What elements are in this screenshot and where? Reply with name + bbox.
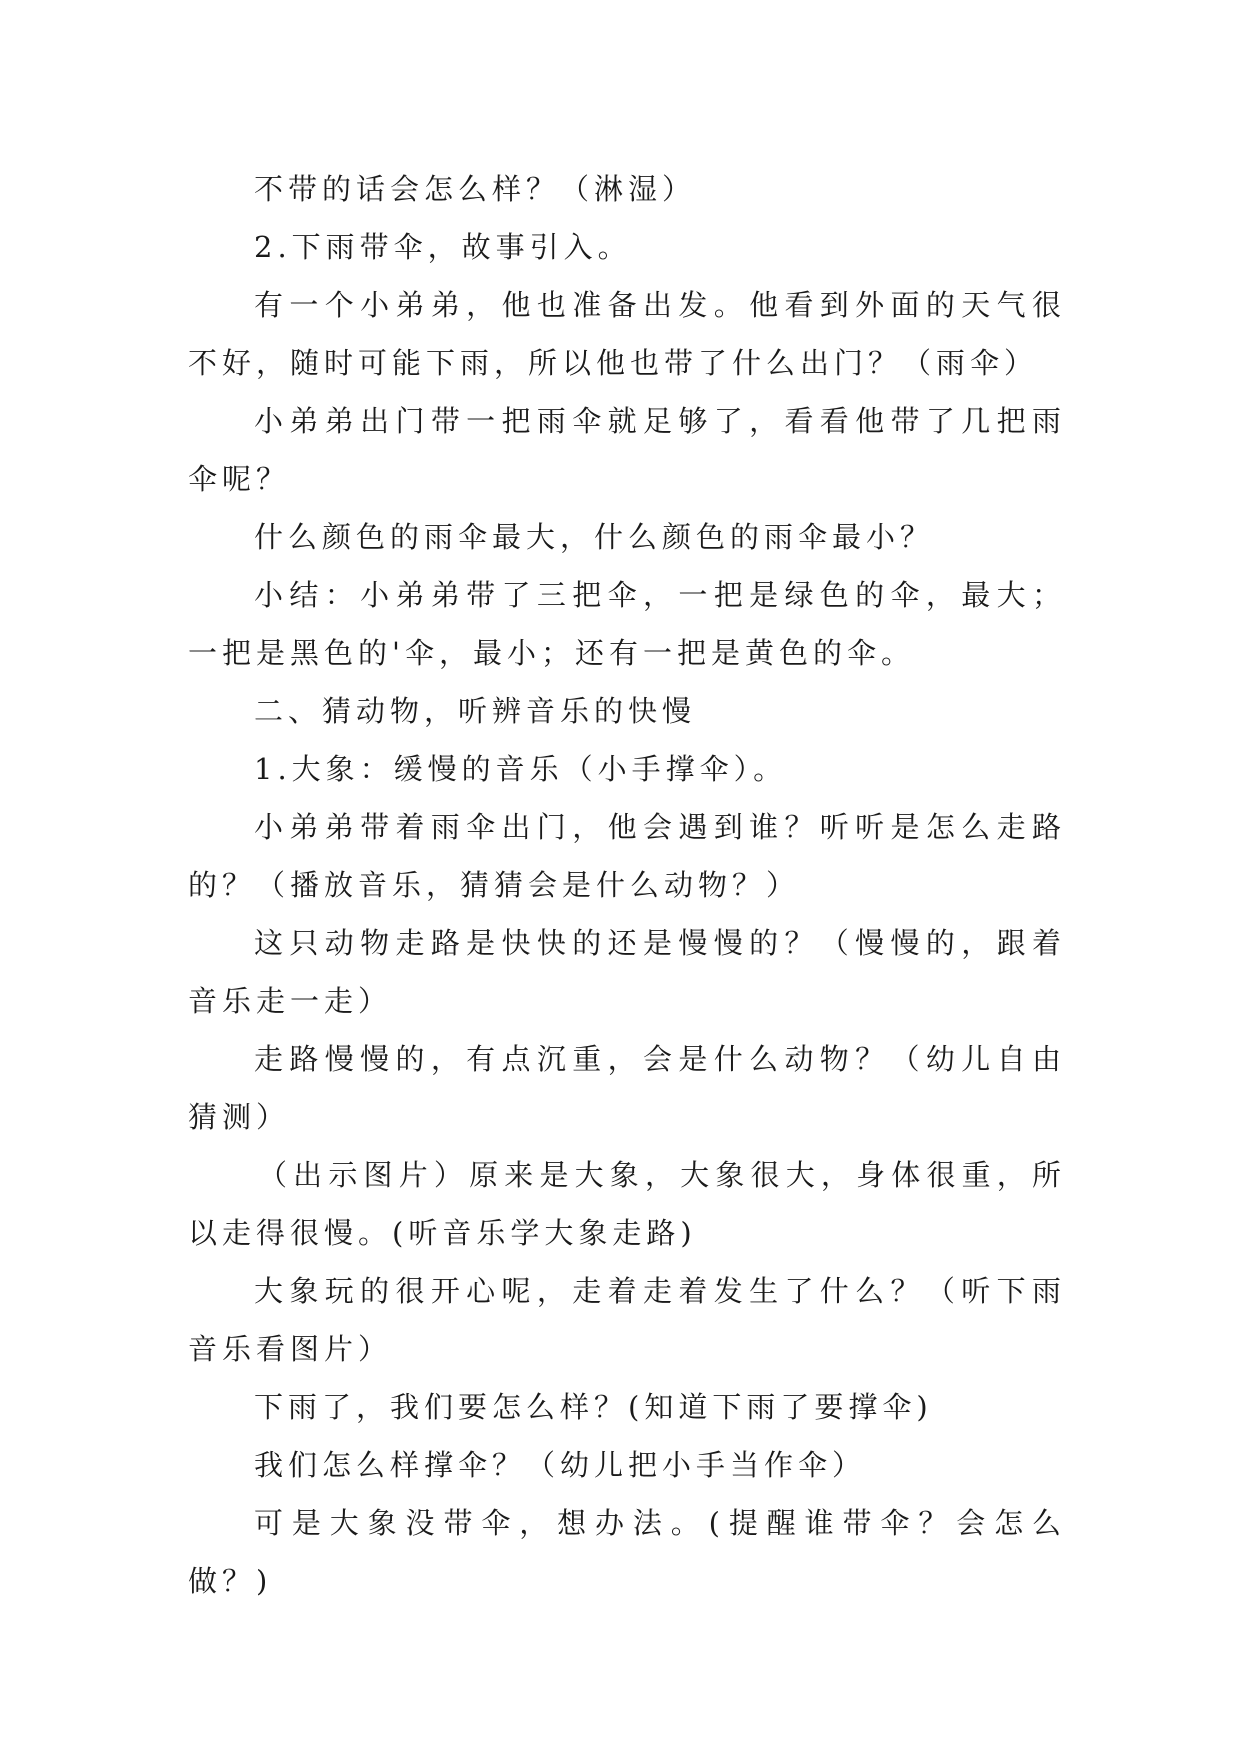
body-text <box>188 160 1066 1610</box>
paragraph: 什么颜色的雨伞最大，什么颜色的雨伞最小？ <box>254 520 935 554</box>
paragraph: 大象玩的很开心呢，走着走着发生了什么？（听下雨音乐看图片） <box>188 1274 1066 1366</box>
paragraph: 有一个小弟弟，他也准备出发。他看到外面的天气很不好，随时可能下雨，所以他也带了什么出门？（雨伞） <box>188 288 1066 380</box>
paragraph: （出示图片）原来是大象，大象很大，身体很重，所以走得很慢。(听音乐学大象走路) <box>188 1158 1066 1250</box>
paragraph: 我们怎么样撑伞？（幼儿把小手当作伞） <box>254 1448 867 1482</box>
paragraph: 小弟弟出门带一把雨伞就足够了，看看他带了几把雨伞呢？ <box>188 404 1066 496</box>
paragraph: 走路慢慢的，有点沉重，会是什么动物？（幼儿自由猜测） <box>188 1042 1066 1134</box>
paragraph: 2.下雨带伞，故事引入。 <box>254 230 632 264</box>
paragraph: 小弟弟带着雨伞出门，他会遇到谁？听听是怎么走路的？（播放音乐，猜猜会是什么动物？） <box>188 810 1066 902</box>
paragraph: 这只动物走路是快快的还是慢慢的？（慢慢的，跟着音乐走一走） <box>188 926 1066 1018</box>
section-heading: 二、猜动物，听辨音乐的快慢 <box>254 694 697 728</box>
subsection-heading: 1.大象：缓慢的音乐（小手撑伞）。 <box>254 752 788 786</box>
paragraph: 可是大象没带伞，想办法。(提醒谁带伞？会怎么做？) <box>188 1506 1066 1598</box>
paragraph: 不带的话会怎么样？（淋湿） <box>254 172 697 206</box>
paragraph: 小结：小弟弟带了三把伞，一把是绿色的伞，最大；一把是黑色的'伞，最小；还有一把是黄色的伞。 <box>188 578 1066 670</box>
paragraph: 下雨了，我们要怎么样？(知道下雨了要撑伞) <box>254 1390 933 1424</box>
